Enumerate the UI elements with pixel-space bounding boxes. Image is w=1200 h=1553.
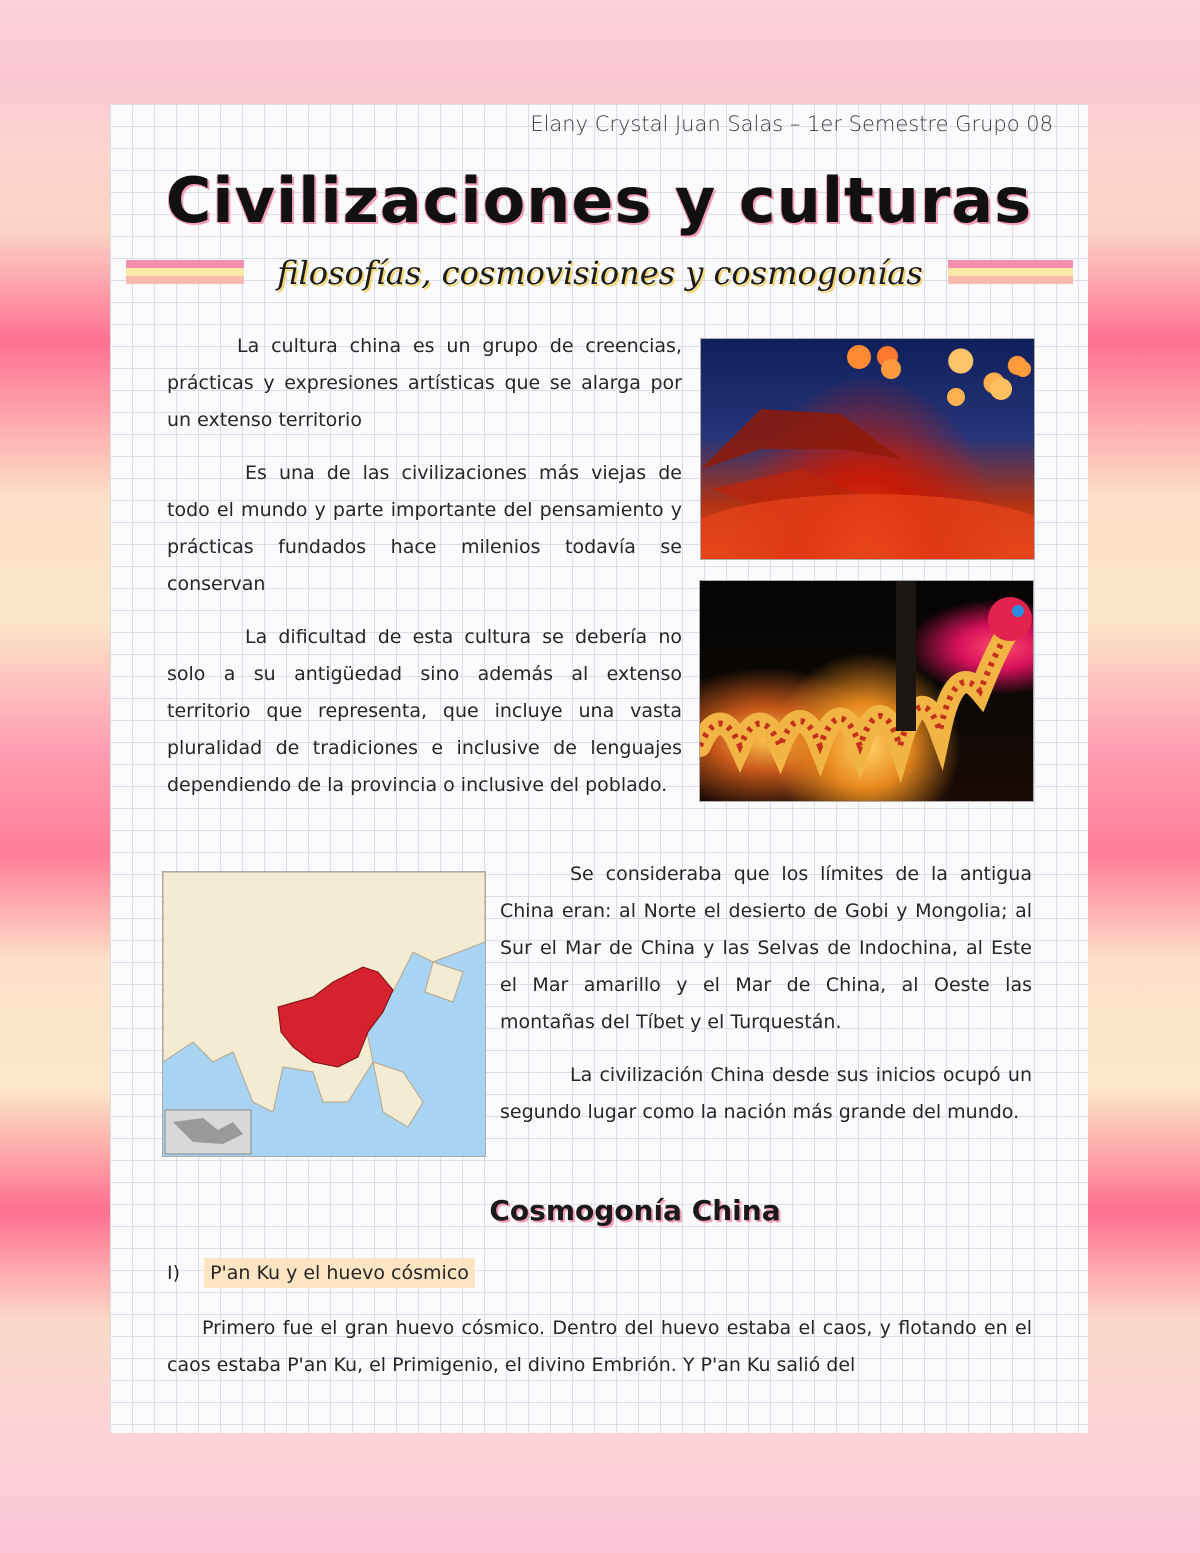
page-title: Civilizaciones y culturas — [165, 164, 1033, 237]
china-map-image — [162, 871, 486, 1157]
list-item-title: P'an Ku y el huevo cósmico — [204, 1258, 475, 1288]
document-page — [110, 104, 1088, 1433]
paragraph-6: Primero fue el gran huevo cósmico. Dentro del huevo estaba el caos, y flotando en el caos estaba P'an Ku, el Primigenio, el divino Embrión. Y P'an Ku salió del — [167, 1317, 1032, 1376]
text-column-middle — [500, 856, 1032, 1131]
decorative-stripe-right — [948, 260, 1073, 284]
paragraph-2: Es una de las civilizaciones más viejas de todo el mundo y parte importante del pensamiento y prácticas fundados hace milenios todavía se conservan — [167, 462, 682, 595]
paragraph-4: Se consideraba que los límites de la antigua China eran: al Norte el desierto de Gobi y Mongolia; al Sur el Mar de China y las Selvas de Indochina, al Este el Mar amarillo y el Mar de China, al Oeste las montañas del Tíbet y el Turquestán. — [500, 863, 1032, 1033]
list-item-heading — [167, 1262, 475, 1284]
text-column-top — [167, 328, 682, 804]
page-subtitle: filosofías, cosmovisiones y cosmogonías — [277, 254, 923, 292]
list-item-number: I) — [167, 1262, 181, 1284]
paragraph-5: La civilización China desde sus inicios ocupó un segundo lugar como la nación más grande del mundo. — [500, 1064, 1032, 1123]
temple-lanterns-image — [700, 338, 1035, 560]
dragon-lantern-image — [699, 580, 1034, 802]
temple-lanterns-illustration — [701, 339, 1034, 559]
paragraph-1: La cultura china es un grupo de creencias, prácticas y expresiones artísticas que se alarga por un extenso territorio — [167, 335, 682, 431]
author-line: Elany Crystal Juan Salas – 1er Semestre Grupo 08 — [530, 112, 1053, 136]
section-heading: Cosmogonía China — [489, 1194, 781, 1227]
decorative-stripe-left — [126, 260, 244, 284]
paragraph-3: La dificultad de esta cultura se debería no solo a su antigüedad sino además al extenso territorio que representa, que incluye una vasta pluralidad de tradiciones e inclusive de lenguajes dependiendo de la provincia o inclusive del poblado. — [167, 626, 682, 796]
text-column-bottom — [167, 1310, 1032, 1384]
dragon-lantern-illustration — [700, 581, 1033, 801]
asia-map-illustration — [163, 872, 485, 1156]
